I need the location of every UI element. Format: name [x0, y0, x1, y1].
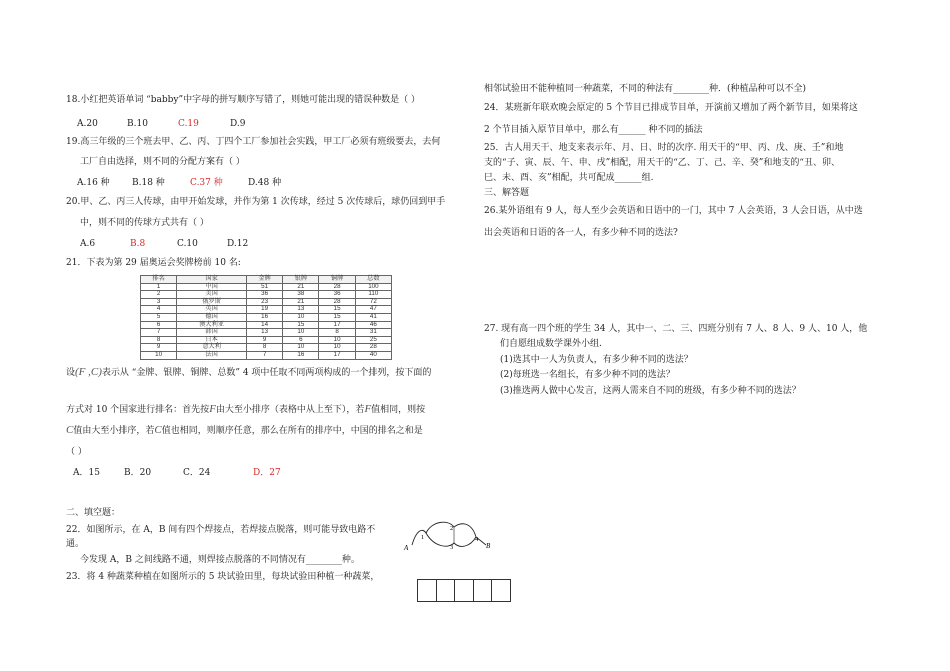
q22-line2: 通。 [66, 539, 85, 549]
q27-sub3: (3)推选两人做中心发言，这两人需来自不同的班级，有多少种不同的选法？ [500, 386, 801, 396]
medal-table-cell: 法国 [177, 351, 247, 359]
medal-table-header: 铜牌 [319, 276, 355, 284]
medal-table-header: 总数 [355, 276, 391, 284]
medal-table-cell: 澳大利亚 [177, 321, 247, 329]
f-math: F [364, 403, 372, 415]
q21-option-b: B．20 [124, 468, 152, 478]
medal-table-cell: 36 [319, 291, 355, 299]
medal-table-cell: 25 [355, 336, 391, 344]
q21-line2-post: 值相同，则按 [371, 405, 426, 415]
medal-table-header: 银牌 [283, 276, 319, 284]
section-fill-in-heading: 二、填空题： [66, 508, 121, 518]
medal-table-cell: 28 [319, 283, 355, 291]
medal-table-cell: 15 [319, 313, 355, 321]
medal-table-cell: 意大利 [177, 344, 247, 352]
q24-line2: 2 个节目插入原节目单中，那么有______ 种不同的插法 [484, 125, 703, 135]
q19-line1: 19.高三年级的三个班去甲、乙、丙、丁四个工厂参加社会实践，甲工厂必须有班级要去，去何 [66, 137, 441, 147]
label-b: B [486, 542, 491, 550]
medal-table-cell: 2 [141, 291, 177, 299]
q25-line3: 巳、未、酉、亥”相配，共可配成______组. [484, 173, 654, 183]
medal-table-cell: 17 [319, 351, 355, 359]
medal-table-row [141, 351, 392, 359]
medal-table-cell: 1 [141, 283, 177, 291]
medal-table-row [141, 336, 392, 344]
medal-table-cell: 28 [319, 298, 355, 306]
q19-line2: 工厂自由选择，则不同的分配方案有（ ） [80, 157, 245, 167]
medal-table-cell: 10 [141, 351, 177, 359]
q21-line3-post: 值也相同，则顺序任意，那么在所有的排序中，中国的排名之和是 [161, 426, 423, 436]
q18-option-d: D.9 [230, 119, 246, 129]
q18-text: 18.小红把英语单词 “babby”中字母的拼写顺序写错了，则她可能出现的错误种数是（ ） [66, 95, 420, 105]
medal-table-cell: 8 [141, 336, 177, 344]
q19-option-a: A.16 种 [77, 178, 110, 188]
node-4: 4 [475, 536, 479, 543]
q27-line1: 27. 现有高一四个班的学生 34 人，其中一、二、三、四班分别有 7 人、8 人、9 人、10 人，他 [484, 324, 868, 334]
medal-table-cell: 9 [247, 336, 283, 344]
node-3: 3 [450, 544, 454, 551]
medal-table-cell: 40 [355, 351, 391, 359]
medal-table-cell: 7 [141, 329, 177, 337]
f-math: F [209, 403, 216, 415]
q23-continued: 相邻试验田不能种植同一种蔬菜，不同的种法有________种．(种植品种可以不全) [484, 84, 807, 94]
q21-line1-post: 表示从 “金牌、银牌、铜牌、总数” 4 项中任取不同两项构成的一个排列，按下面的 [101, 368, 432, 378]
medal-table-cell: 23 [247, 298, 283, 306]
medal-table-cell: 10 [319, 344, 355, 352]
medal-table-header: 金牌 [247, 276, 283, 284]
medal-table-cell: 16 [283, 351, 319, 359]
medal-table-cell: 3 [141, 298, 177, 306]
medal-table-cell: 中国 [177, 283, 247, 291]
node-2: 2 [450, 525, 454, 532]
q21-line2-pre: 方式对 10 个国家进行排名：首先按 [66, 405, 210, 415]
q25-line1: 25．古人用天干、地支来表示年、月、日、时的次序. 用天干的“甲、丙、戊、庚、壬”和地 [484, 143, 844, 153]
c-math: C [66, 424, 74, 436]
medal-table-cell: 德国 [177, 313, 247, 321]
medal-table-cell: 10 [319, 336, 355, 344]
q20-option-d: D.12 [227, 239, 249, 249]
medal-table-cell: 38 [283, 291, 319, 299]
medal-table-cell: 36 [247, 291, 283, 299]
q20-line2: 中，则不同的传球方式共有（ ） [80, 218, 209, 228]
medal-table-cell: 110 [355, 291, 391, 299]
medal-table-cell: 16 [247, 313, 283, 321]
medal-table-cell: 韩国 [177, 329, 247, 337]
q21-line1-pre: 设 [66, 368, 76, 378]
medal-table-cell: 4 [141, 306, 177, 314]
medal-table-cell: 13 [247, 329, 283, 337]
field-plot [454, 579, 473, 602]
label-a: A [404, 544, 409, 552]
section-answer-heading: 三、解答题 [484, 188, 530, 198]
medal-table-row [141, 344, 392, 352]
medal-table-cell: 15 [283, 321, 319, 329]
q26-line2: 出会英语和日语的各一人，有多少种不同的选法? [484, 228, 678, 238]
medal-table-cell: 15 [319, 306, 355, 314]
medal-table-cell: 46 [355, 321, 391, 329]
medal-table-cell: 俄罗斯 [177, 298, 247, 306]
medal-table-cell: 51 [247, 283, 283, 291]
q27-sub1: (1)选其中一人为负责人，有多少种不同的选法？ [500, 355, 693, 365]
q21-intro: 21．下表为第 29 届奥运会奖牌榜前 10 名: [66, 258, 241, 268]
q22-line3: 今发现 A，B 之间线路不通，则焊接点脱落的不同情况有________种。 [80, 555, 360, 565]
q24-line1: 24．某班新年联欢晚会原定的 5 个节目已排成节目单，开演前又增加了两个新节目，如果将这 [484, 103, 858, 113]
medal-table-cell: 10 [283, 313, 319, 321]
q18-option-b: B.10 [127, 119, 148, 129]
medal-table-cell: 41 [355, 313, 391, 321]
medal-table-header-row [141, 276, 392, 284]
field-plot [417, 579, 436, 602]
q20-option-a: A.6 [80, 239, 96, 249]
q23-line1: 23．将 4 种蔬菜种植在如图所示的 5 块试验田里，每块试验田种植一种蔬菜， [66, 572, 380, 582]
c-math: C [154, 424, 162, 436]
q21-line2-mid: 由大至小排序（表格中从上至下），若 [215, 405, 365, 415]
medal-table-row [141, 329, 392, 337]
medal-table-cell: 14 [247, 321, 283, 329]
node-1: 1 [421, 534, 425, 541]
medal-table-cell: 13 [283, 306, 319, 314]
medal-table-cell: 8 [319, 329, 355, 337]
medal-table-cell: 21 [283, 283, 319, 291]
pair-fc-math: (F ,C) [75, 366, 102, 378]
q20-option-c: C.10 [177, 239, 198, 249]
medal-table [140, 275, 392, 360]
medal-table-cell: 17 [319, 321, 355, 329]
medal-table-cell: 日本 [177, 336, 247, 344]
medal-table-cell: 5 [141, 313, 177, 321]
medal-table-cell: 100 [355, 283, 391, 291]
medal-table-cell: 72 [355, 298, 391, 306]
medal-table-cell: 10 [283, 344, 319, 352]
q21-line1 [66, 366, 431, 379]
q18-option-a: A.20 [77, 119, 98, 129]
medal-table-cell: 6 [283, 336, 319, 344]
medal-table-header: 国家 [177, 276, 247, 284]
q19-option-b: B.18 种 [132, 178, 165, 188]
medal-table-body [141, 283, 392, 359]
medal-table-header: 排名 [141, 276, 177, 284]
medal-table-cell: 英国 [177, 306, 247, 314]
medal-table-cell: 28 [355, 344, 391, 352]
q21-line2 [66, 403, 425, 416]
q21-line3 [66, 424, 423, 437]
q19-option-c-answer: C.37 种 [190, 178, 223, 188]
q25-line2: 支的“子、寅、辰、午、申、戌”相配，用天干的“乙、丁、己、辛、癸”和地支的“丑、卯、 [484, 158, 841, 168]
medal-table-cell: 7 [247, 351, 283, 359]
field-plots-grid [417, 579, 511, 601]
q18-option-c-answer: C.19 [178, 119, 199, 129]
medal-table-cell: 6 [141, 321, 177, 329]
medal-table-cell: 47 [355, 306, 391, 314]
circuit-diagram [402, 519, 492, 559]
q20-option-b-answer: B.8 [130, 239, 146, 249]
medal-table-cell: 19 [247, 306, 283, 314]
q22-line1: 22．如图所示，在 A，B 间有四个焊接点，若焊接点脱落，则可能导致电路不 [66, 525, 376, 535]
medal-table-cell: 9 [141, 344, 177, 352]
medal-table-row [141, 313, 392, 321]
field-plot [436, 579, 455, 602]
q26-line1: 26.某外语组有 9 人，每人至少会英语和日语中的一门，其中 7 人会英语，3 人会日语，从中选 [484, 206, 863, 216]
q21-line3-mid: 值由大至小排序，若 [73, 426, 155, 436]
q20-line1: 20.甲、乙、丙三人传球，由甲开始发球，并作为第 1 次传球，经过 5 次传球后，球仍回到甲手 [66, 197, 446, 207]
q21-option-c: C．24 [183, 468, 211, 478]
medal-table-cell: 美国 [177, 291, 247, 299]
q19-option-d: D.48 种 [248, 178, 282, 188]
q27-line2: 们自愿组成数学课外小组. [500, 339, 602, 349]
medal-table-cell: 8 [247, 344, 283, 352]
q27-sub2: (2)每班选一名组长，有多少种不同的选法？ [500, 370, 675, 380]
medal-table-cell: 10 [283, 329, 319, 337]
medal-table-cell: 31 [355, 329, 391, 337]
q21-option-d-answer: D．27 [253, 468, 281, 478]
q21-paren: （ ） [66, 447, 87, 457]
q21-option-a: A．15 [73, 468, 100, 478]
medal-table-cell: 21 [283, 298, 319, 306]
field-plot [473, 579, 492, 602]
field-plot [491, 579, 511, 602]
